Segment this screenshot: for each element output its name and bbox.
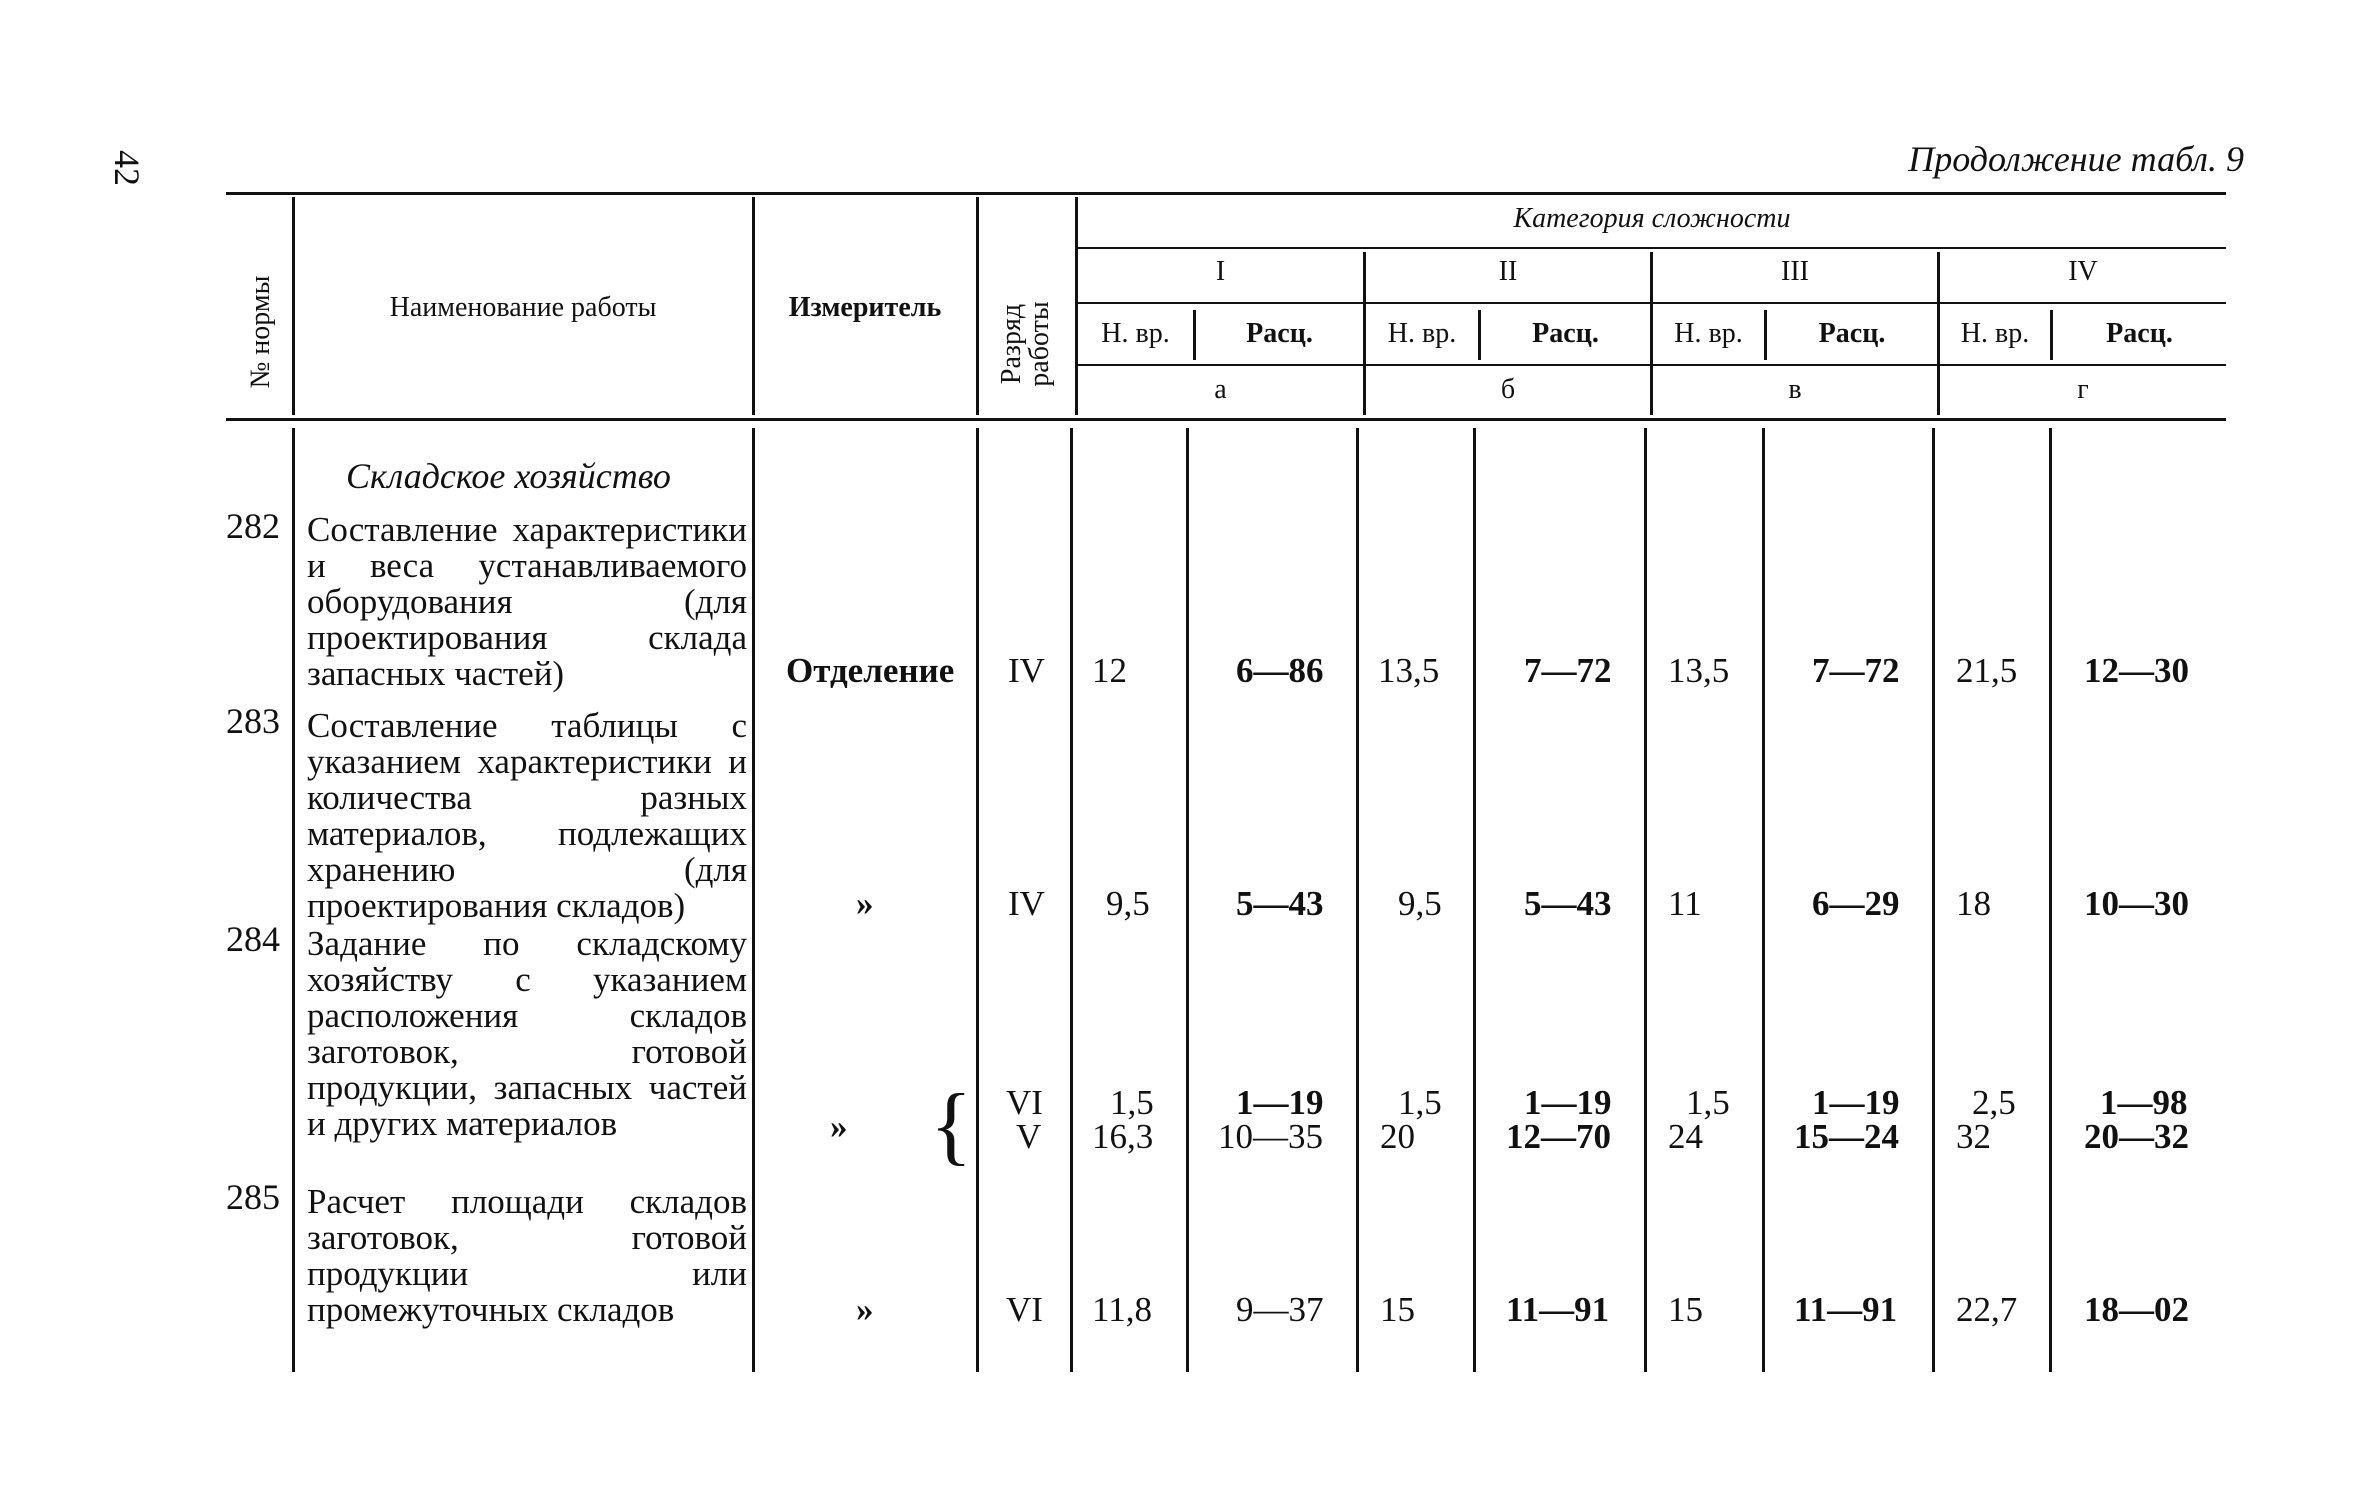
header-rasc: Расц. xyxy=(2106,318,2173,349)
row-284-III-nvr-1: 1,5 xyxy=(1686,1083,1730,1122)
body-divider xyxy=(1186,428,1189,1372)
header-rule xyxy=(1077,247,2226,249)
body-divider xyxy=(976,428,979,1372)
row-282-no: 282 xyxy=(226,506,280,546)
header-cat-IV: IV xyxy=(2068,256,2098,287)
body-divider xyxy=(1644,428,1647,1372)
body-divider xyxy=(752,428,755,1372)
body-divider xyxy=(1473,428,1476,1372)
row-283-grade: IV xyxy=(1008,884,1045,923)
table-caption: Продолжение табл. 9 xyxy=(1908,139,2244,179)
row-285-II-nvr: 15 xyxy=(1380,1290,1415,1329)
row-284-II-rasc-1: 1—19 xyxy=(1524,1083,1612,1122)
row-284-grade-1: VI xyxy=(1006,1083,1043,1122)
row-282-IV-nvr: 21,5 xyxy=(1956,651,2018,690)
row-284-desc: Задание по складскому хозяйству с указанием расположения складов заготовок, готовой продукции, запасных частей и других материалов xyxy=(307,924,747,1143)
row-283-IV-nvr: 18 xyxy=(1956,884,1991,923)
header-norm-no: № нормы xyxy=(245,275,276,389)
row-283-unit: » xyxy=(856,884,874,923)
row-283-desc: Составление таблицы с указанием характеристики и количества разных материалов, подлежащих хранению (для проектирования складов) xyxy=(307,706,747,925)
header-grade: Разряд работы xyxy=(996,301,1055,387)
table-top-rule xyxy=(226,192,2226,195)
row-285-III-rasc: 11—91 xyxy=(1794,1290,1898,1329)
row-284-III-nvr-2: 24 xyxy=(1668,1117,1703,1156)
header-rule xyxy=(1077,364,2226,366)
row-282-III-rasc: 7—72 xyxy=(1812,651,1900,690)
row-283-II-nvr: 9,5 xyxy=(1398,884,1442,923)
row-283-no: 283 xyxy=(226,701,280,741)
header-nvr: Н. вр. xyxy=(1101,318,1170,349)
header-sub-b: б xyxy=(1500,374,1516,405)
row-284-III-rasc-2: 15—24 xyxy=(1794,1117,1899,1156)
row-284-brace: { xyxy=(930,1077,973,1174)
row-284-unit: » xyxy=(830,1107,848,1146)
header-rule xyxy=(1077,302,2226,304)
row-285-I-rasc: 9—37 xyxy=(1236,1290,1324,1329)
header-unit: Измеритель xyxy=(788,292,942,323)
row-284-II-nvr-1: 1,5 xyxy=(1398,1083,1442,1122)
row-284-I-rasc-1: 1—19 xyxy=(1236,1083,1324,1122)
row-284-grade-2: V xyxy=(1016,1117,1042,1156)
row-283-I-nvr: 9,5 xyxy=(1106,884,1150,923)
header-cat-II: II xyxy=(1498,256,1518,287)
row-285-unit: » xyxy=(856,1290,874,1329)
body-divider xyxy=(292,428,295,1372)
row-284-IV-nvr-1: 2,5 xyxy=(1972,1083,2016,1122)
row-284-I-nvr-1: 1,5 xyxy=(1110,1083,1154,1122)
row-282-III-nvr: 13,5 xyxy=(1668,651,1730,690)
row-285-IV-nvr: 22,7 xyxy=(1956,1290,2018,1329)
row-284-I-rasc-2: 10—35 xyxy=(1218,1117,1323,1156)
header-nvr: Н. вр. xyxy=(1674,318,1743,349)
body-divider xyxy=(1762,428,1765,1372)
page-number: 42 xyxy=(107,150,147,186)
row-284-II-nvr-2: 20 xyxy=(1380,1117,1415,1156)
row-285-no: 285 xyxy=(226,1177,280,1217)
row-282-desc: Составление характеристики и веса устанавливаемого оборудования (для проектирования склада запасных частей) xyxy=(307,510,747,693)
row-283-III-nvr: 11 xyxy=(1668,884,1702,923)
header-divider xyxy=(292,197,295,415)
row-282-II-nvr: 13,5 xyxy=(1378,651,1440,690)
row-282-II-rasc: 7—72 xyxy=(1524,651,1612,690)
header-rasc: Расц. xyxy=(1532,318,1599,349)
header-rasc: Расц. xyxy=(1818,318,1886,349)
row-282-unit: Отделение xyxy=(786,651,955,690)
row-284-IV-rasc-2: 20—32 xyxy=(2084,1117,2189,1156)
header-sub-v: в xyxy=(1788,374,1802,405)
header-sub-a: а xyxy=(1214,374,1227,405)
row-285-I-nvr: 11,8 xyxy=(1092,1290,1152,1329)
body-divider xyxy=(1932,428,1935,1372)
row-283-I-rasc: 5—43 xyxy=(1236,884,1324,923)
row-284-II-rasc-2: 12—70 xyxy=(1506,1117,1611,1156)
row-284-IV-rasc-1: 1—98 xyxy=(2100,1083,2188,1122)
row-284-IV-nvr-2: 32 xyxy=(1956,1117,1991,1156)
row-283-III-rasc: 6—29 xyxy=(1812,884,1900,923)
body-divider xyxy=(2049,428,2052,1372)
row-282-IV-rasc: 12—30 xyxy=(2084,651,2189,690)
body-divider xyxy=(1070,428,1073,1372)
section-title: Складское хозяйство xyxy=(346,456,671,496)
row-285-grade: VI xyxy=(1006,1290,1043,1329)
row-283-II-rasc: 5—43 xyxy=(1524,884,1612,923)
row-282-I-nvr: 12 xyxy=(1092,651,1127,690)
row-284-I-nvr-2: 16,3 xyxy=(1092,1117,1154,1156)
row-285-IV-rasc: 18—02 xyxy=(2084,1290,2189,1329)
row-284-no: 284 xyxy=(226,919,280,959)
row-282-grade: IV xyxy=(1008,651,1045,690)
header-divider xyxy=(976,197,979,415)
row-282-I-rasc: 6—86 xyxy=(1236,651,1324,690)
header-rasc: Расц. xyxy=(1246,318,1313,349)
row-285-desc: Расчет площади складов заготовок, готовой продукции или промежуточных складов xyxy=(307,1182,747,1329)
row-285-III-nvr: 15 xyxy=(1668,1290,1703,1329)
row-284-III-rasc-1: 1—19 xyxy=(1812,1083,1900,1122)
header-category: Категория сложности xyxy=(1513,203,1791,234)
row-285-II-rasc: 11—91 xyxy=(1506,1290,1610,1329)
header-cat-III: III xyxy=(1781,256,1809,287)
row-283-IV-rasc: 10—30 xyxy=(2084,884,2189,923)
header-nvr: Н. вр. xyxy=(1387,318,1457,349)
header-nvr: Н. вр. xyxy=(1960,318,2030,349)
body-divider xyxy=(1356,428,1359,1372)
header-work-name: Наименование работы xyxy=(389,292,657,323)
header-sub-g: г xyxy=(2077,374,2089,405)
header-cat-I: I xyxy=(1215,256,1226,287)
table-header-bottom-rule xyxy=(226,418,2226,421)
header-divider xyxy=(752,197,755,415)
